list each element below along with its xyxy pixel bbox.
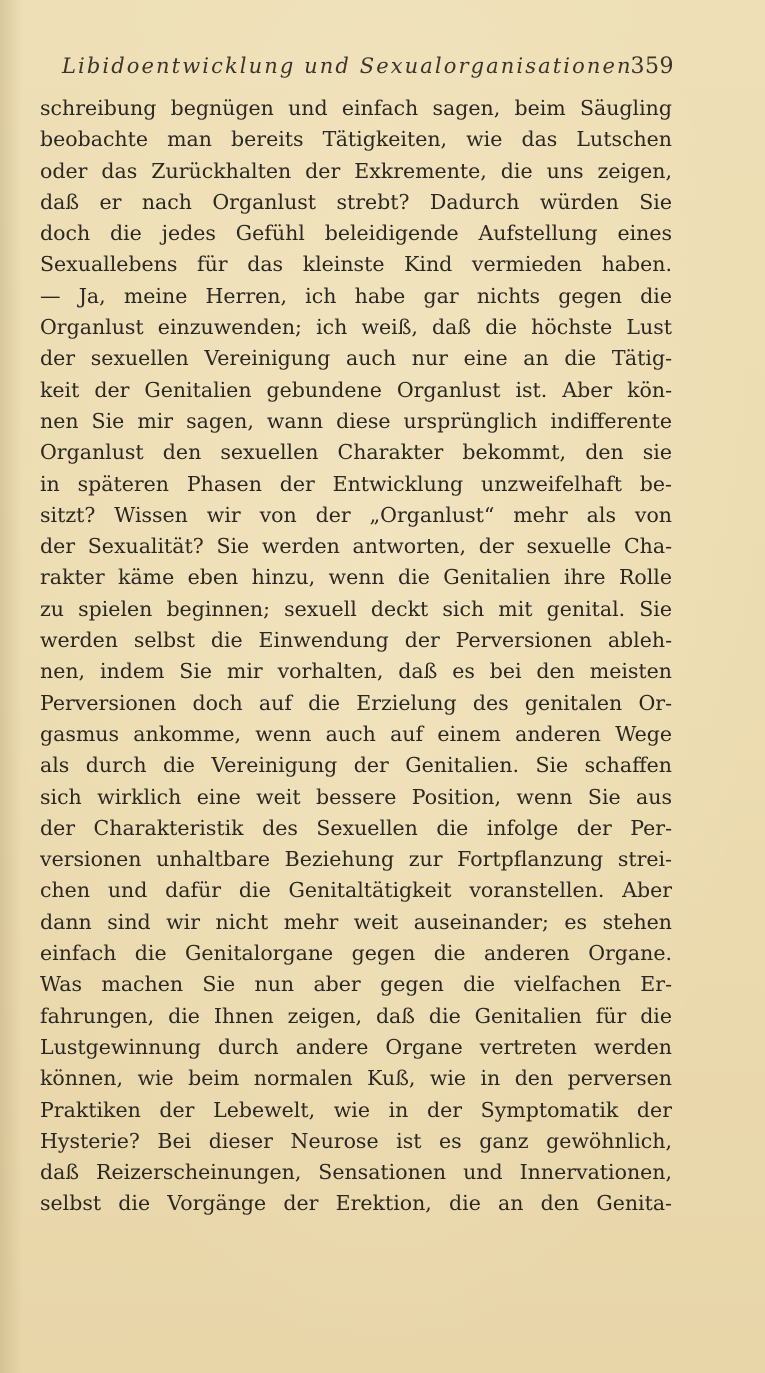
- text-line: rakter käme eben hinzu, wenn die Genitalien ihre Rolle: [40, 565, 672, 590]
- text-line: können, wie beim normalen Kuß, wie in den perversen: [40, 1066, 672, 1091]
- text-line: schreibung begnügen und einfach sagen, beim Säugling: [40, 96, 672, 120]
- page-header: [62, 54, 674, 90]
- text-line: fahrungen, die Ihnen zeigen, daß die Genitalien für die: [40, 1003, 672, 1028]
- text-line: selbst die Vorgänge der Erektion, die an den Genita-: [40, 1191, 672, 1216]
- text-line: doch die jedes Gefühl beleidigende Aufstellung eines: [40, 221, 672, 246]
- text-line: der Charakteristik des Sexuellen die infolge der Per-: [40, 815, 672, 840]
- text-line: Was machen Sie nun aber gegen die vielfachen Er-: [40, 972, 672, 997]
- text-line: dann sind wir nicht mehr weit auseinander; es stehen: [40, 909, 672, 934]
- text-line: Perversionen doch auf die Erzielung des genitalen Or-: [40, 690, 672, 715]
- text-line: daß Reizerscheinungen, Sensationen und Innervationen,: [40, 1160, 672, 1185]
- text-line: einfach die Genitalorgane gegen die anderen Organe.: [40, 941, 672, 966]
- text-line: chen und dafür die Genitaltätigkeit voranstellen. Aber: [40, 878, 672, 903]
- text-line: Lustgewinnung durch andere Organe vertreten werden: [40, 1034, 672, 1059]
- text-line: nen, indem Sie mir vorhalten, daß es bei den meisten: [40, 659, 672, 684]
- text-line: als durch die Vereinigung der Genitalien. Sie schaffen: [40, 753, 672, 778]
- text-line: nen Sie mir sagen, wann diese ursprünglich indifferente: [40, 408, 672, 433]
- text-line: sitzt? Wissen wir von der „Organlust“ mehr als von: [40, 502, 672, 527]
- text-line: zu spielen beginnen; sexuell deckt sich mit genital. Sie: [40, 596, 672, 621]
- text-line: versionen unhaltbare Beziehung zur Fortpflanzung strei-: [40, 847, 672, 872]
- text-line: oder das Zurückhalten der Exkremente, die uns zeigen,: [40, 158, 672, 183]
- text-line: in späteren Phasen der Entwicklung unzweifelhaft be-: [40, 471, 672, 496]
- body-text: [40, 93, 672, 1220]
- text-line: gasmus ankomme, wenn auch auf einem anderen Wege: [40, 721, 672, 746]
- page-number: 359: [630, 54, 674, 79]
- text-line: Hysterie? Bei dieser Neurose ist es ganz gewöhnlich,: [40, 1128, 672, 1153]
- text-line: werden selbst die Einwendung der Perversionen ableh-: [40, 628, 672, 653]
- text-line: Praktiken der Lebewelt, wie in der Symptomatik der: [40, 1097, 672, 1122]
- text-line: beobachte man bereits Tätigkeiten, wie das Lutschen: [40, 127, 672, 152]
- text-line: — Ja, meine Herren, ich habe gar nichts gegen die: [40, 283, 672, 308]
- text-line: Sexuallebens für das kleinste Kind vermieden haben.: [40, 252, 672, 277]
- text-line: der sexuellen Vereinigung auch nur eine an die Tätig-: [40, 346, 672, 371]
- text-line: daß er nach Organlust strebt? Dadurch würden Sie: [40, 189, 672, 214]
- text-line: der Sexualität? Sie werden antworten, der sexuelle Cha-: [40, 534, 672, 559]
- text-line: sich wirklich eine weit bessere Position, wenn Sie aus: [40, 784, 672, 809]
- text-line: Organlust einzuwenden; ich weiß, daß die höchste Lust: [40, 315, 672, 340]
- running-head: Libidoentwicklung und Sexualorganisationen: [62, 54, 633, 78]
- text-line: keit der Genitalien gebundene Organlust ist. Aber kön-: [40, 377, 672, 402]
- text-line: Organlust den sexuellen Charakter bekommt, den sie: [40, 440, 672, 465]
